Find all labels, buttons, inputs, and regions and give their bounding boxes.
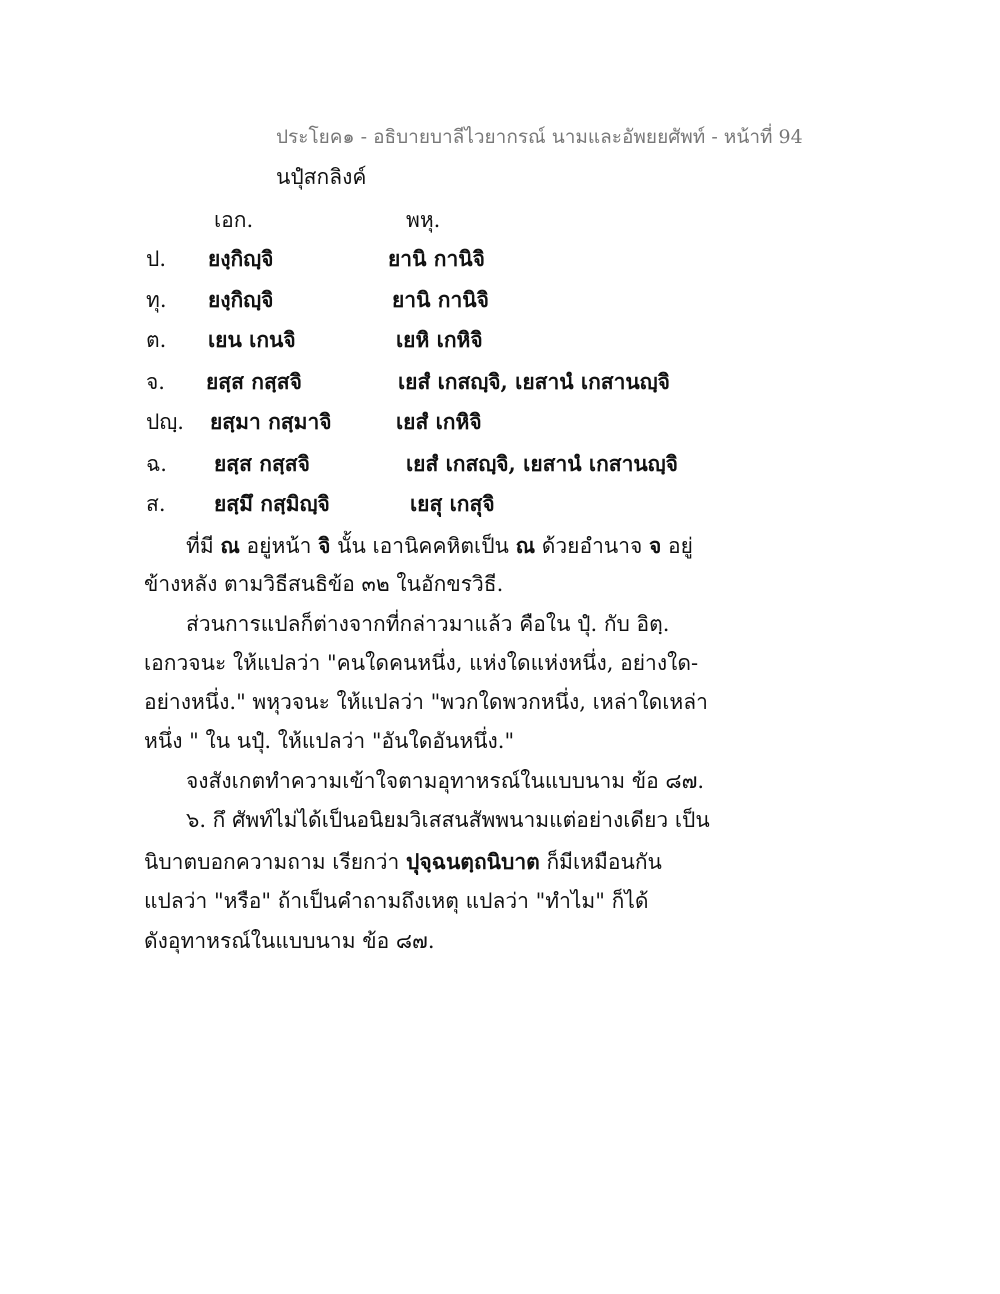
plural-form: ยานิ กานิจิ — [392, 287, 489, 312]
paragraph-line: หนึ่ง " ใน นปุํ. ให้แปลว่า "อันใดอันหนึ่ง." — [144, 729, 515, 753]
singular-column-heading: เอก. — [214, 208, 254, 232]
paragraph-line: ดังอุทาหรณ์ในแบบนาม ข้อ ๘๗. — [144, 929, 435, 953]
singular-form: ยสฺส กสฺสจิ — [206, 369, 302, 394]
plural-form: เยสํ เกหิจิ — [396, 409, 482, 434]
case-label: ฉ. — [146, 452, 167, 476]
bold-term: ณ — [515, 533, 536, 558]
plural-form: เยสํ เกสญฺจิ, เยสานํ เกสานญฺจิ — [398, 369, 670, 394]
case-label: ส. — [146, 492, 166, 516]
text-run: นิบาตบอกความถาม เรียกว่า — [144, 850, 407, 874]
text-run: ที่มี — [186, 534, 221, 558]
case-label: จ. — [146, 370, 165, 394]
paragraph-line: อย่างหนึ่ง." พหุวจนะ ให้แปลว่า "พวกใดพวกหนึ่ง, เหล่าใดเหล่า — [144, 690, 708, 714]
singular-form: เยน เกนจิ — [208, 327, 296, 352]
case-label: ป. — [146, 247, 167, 271]
bold-term: ปุจฺฉนตฺถนิบาต — [406, 849, 540, 874]
plural-form: เยสุ เกสุจิ — [410, 491, 495, 516]
text-run: นั้น เอานิคคหิตเป็น — [330, 534, 516, 558]
singular-form: ยสฺส กสฺสจิ — [214, 451, 310, 476]
case-label: ทุ. — [146, 288, 167, 312]
text-run: อยู่หน้า — [239, 534, 319, 558]
text-run: ก็มีเหมือนกัน — [539, 850, 662, 874]
paragraph-line: แปลว่า "หรือ" ถ้าเป็นคำถามถึงเหตุ แปลว่า "ทำไม" ก็ได้ — [144, 889, 649, 913]
page-header: ประโยค๑ - อธิบายบาลีไวยากรณ์ นามและอัพยยศัพท์ - หน้าที่ 94 — [276, 126, 803, 148]
text-run: ด้วยอำนาจ — [535, 534, 649, 558]
plural-form: ยานิ กานิจิ — [388, 246, 485, 271]
paragraph-line: ข้างหลัง ตามวิธีสนธิข้อ ๓๒ ในอักขรวิธี. — [144, 572, 504, 596]
text-run: อยู่ — [661, 534, 693, 558]
plural-form: เยสํ เกสญฺจิ, เยสานํ เกสานญฺจิ — [406, 451, 678, 476]
plural-form: เยหิ เกหิจิ — [396, 327, 483, 352]
gender-title: นปุํสกลิงค์ — [276, 165, 367, 189]
singular-form: ยงฺกิญฺจิ — [208, 287, 274, 312]
paragraph-line: ๖. กึ ศัพท์ไม่ได้เป็นอนิยมวิเสสนสัพพนามแต่อย่างเดียว เป็น — [186, 808, 710, 832]
bold-term: ณ — [220, 533, 240, 558]
case-label: ปญฺ. — [146, 410, 184, 434]
paragraph-line: เอกวจนะ ให้แปลว่า "คนใดคนหนึ่ง, แห่งใดแห่งหนึ่ง, อย่างใด- — [144, 651, 699, 675]
paragraph-line: ส่วนการแปลก็ต่างจากที่กล่าวมาแล้ว คือใน ปุํ. กับ อิตฺ. — [186, 612, 670, 636]
case-label: ต. — [146, 328, 167, 352]
bold-term: จ — [649, 533, 662, 558]
singular-form: ยสฺมา กสฺมาจิ — [210, 409, 332, 434]
plural-column-heading: พหุ. — [406, 208, 441, 232]
paragraph-note: จงสังเกตทำความเข้าใจตามอุทาหรณ์ในแบบนาม ข้อ ๘๗. — [186, 769, 705, 793]
paragraph-line — [144, 846, 662, 879]
paragraph-line — [186, 530, 693, 563]
singular-form: ยสฺมึ กสฺมิญฺจิ — [214, 491, 330, 516]
singular-form: ยงฺกิญฺจิ — [208, 246, 274, 271]
bold-term: จิ — [318, 533, 331, 558]
